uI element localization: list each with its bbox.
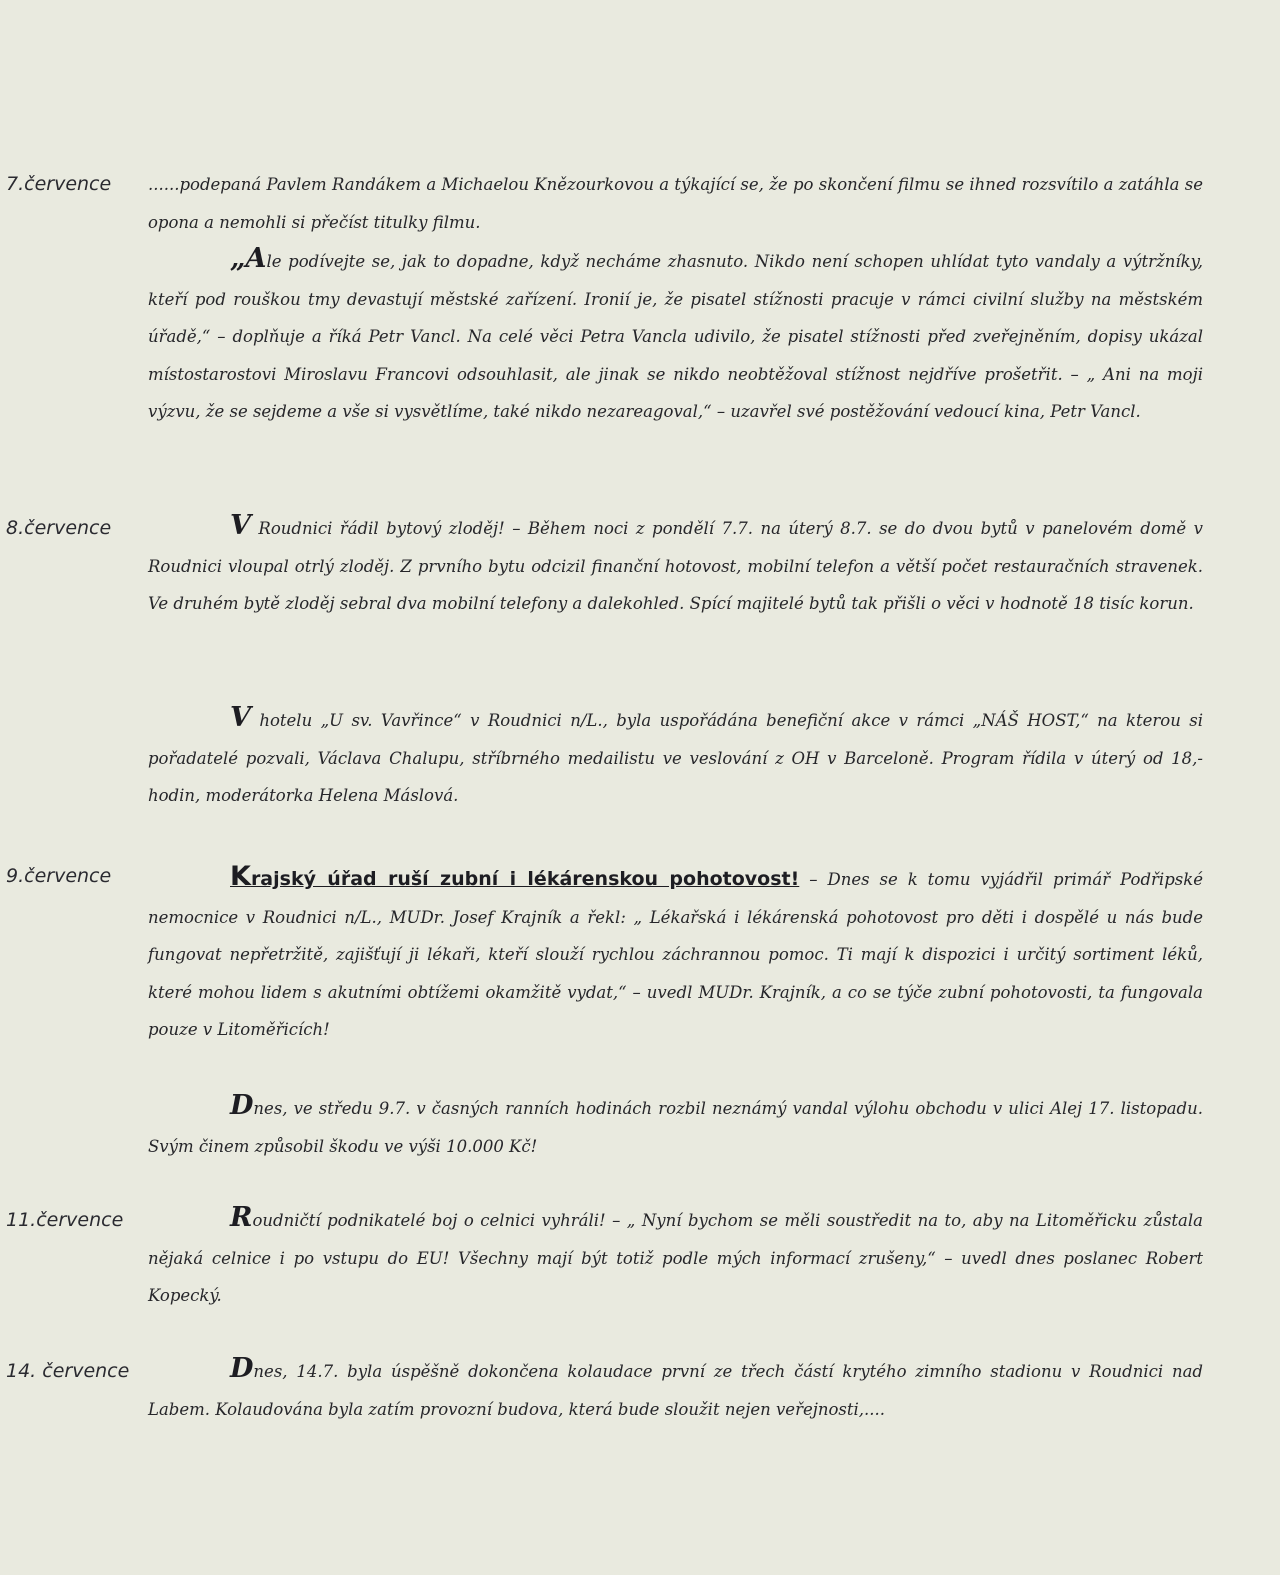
entry-paragraph bbox=[148, 243, 1203, 431]
paragraph-initial: D bbox=[230, 1090, 254, 1121]
paragraph-text: – Dnes se k tomu vyjádřil primář Podřipské nemocnice v Roudnici n/L., MUDr. Josef Krajník a řekl: „ Lékařská i lékárenská pohotovost pro děti i dospělé u nás bude fungovat nepřetržitě, zajišťují ji lékaři, kteří slouží rychlou záchrannou pomoc. Ti mají k dispozici i určitý sortiment léků, které mohou lidem s akutními obtížemi okamžitě vydat,“ – uvedl MUDr. Krajník, a co se týče zubní pohotovosti, ta fungovala pouze v Litoměřicích! bbox=[148, 870, 1203, 1039]
entry-paragraph bbox=[148, 1202, 1203, 1315]
paragraph-initial: „A bbox=[230, 243, 267, 274]
paragraph-text: le podívejte se, jak to dopadne, když necháme zhasnuto. Nikdo není schopen uhlídat tyto vandaly a výtržníky, kteří pod rouškou tmy devastují městské zařízení. Ironií je, že pisatel stížnosti pracuje v rámci civilní služby na městském úřadě,“ – doplňuje a říká Petr Vancl. Na celé věci Petra Vancla udivilo, že pisatel stížnosti před zveřejněním, dopisy ukázal místostarostovi Miroslavu Francovi odsouhlasit, ale jinak se nikdo neobtěžoval stížnost nejdříve prošetřit. – „ Ani na moji výzvu, že se sejdeme a vše si vysvětlíme, také nikdo nezareagoval,“ – uzavřel své postěžování vedoucí kina, Petr Vancl. bbox=[148, 252, 1203, 421]
entry-paragraph bbox=[148, 510, 1203, 623]
paragraph-text: oudničtí podnikatelé boj o celnici vyhráli! – „ Nyní bychom se měli soustředit na to, aby na Litoměřicku zůstala nějaká celnice i po vstupu do EU! Všechny mají být totiž podle mých informací zrušeny,“ – uvedl dnes poslanec Robert Kopecký. bbox=[148, 1211, 1203, 1305]
headline-text: rajský úřad ruší zubní i lékárenskou pohotovost! bbox=[250, 868, 800, 890]
entry-date: 14. července bbox=[6, 1360, 130, 1382]
entry-date: 7.července bbox=[6, 173, 112, 195]
paragraph-text: ......podepaná Pavlem Randákem a Michaelou Knězourkovou a týkající se, že po skončení filmu se ihned rozsvítilo a zatáhla se opona a nemohli si přečíst titulky filmu. bbox=[148, 175, 1203, 232]
paragraph-text: nes, ve středu 9.7. v časných ranních hodinách rozbil neznámý vandal výlohu obchodu v ulici Alej 17. listopadu. Svým činem způsobil škodu ve výši 10.000 Kč! bbox=[148, 1099, 1203, 1156]
paragraph-initial: R bbox=[230, 1202, 253, 1233]
entry-paragraph bbox=[148, 1353, 1203, 1428]
paragraph-text: nes, 14.7. byla úspěšně dokončena kolaudace první ze třech částí krytého zimního stadionu v Roudnici nad Labem. Kolaudována byla zatím provozní budova, která bude sloužit nejen veřejnosti,.... bbox=[148, 1362, 1203, 1419]
entry-date: 9.července bbox=[6, 865, 112, 887]
headline-initial: K bbox=[230, 861, 251, 892]
paragraph-initial: V bbox=[230, 510, 251, 541]
entry-paragraph bbox=[148, 858, 1203, 1049]
paragraph-initial: D bbox=[230, 1353, 254, 1384]
entry-paragraph bbox=[148, 1090, 1203, 1165]
entry-date: 11.července bbox=[6, 1209, 124, 1231]
entry-paragraph bbox=[148, 166, 1203, 241]
article-headline bbox=[230, 861, 800, 892]
paragraph-text: hotelu „U sv. Vavřince“ v Roudnici n/L., byla uspořádána benefiční akce v rámci „NÁŠ HOST,“ na kterou si pořadatelé pozvali, Václava Chalupu, stříbrného medailistu ve veslování z OH v Barceloně. Program řídila v úterý od 18,- hodin, moderátorka Helena Máslová. bbox=[148, 711, 1203, 805]
entry-date: 8.července bbox=[6, 517, 112, 539]
paragraph-text: Roudnici řádil bytový zloděj! – Během noci z pondělí 7.7. na úterý 8.7. se do dvou bytů v panelovém domě v Roudnici vloupal otrlý zloděj. Z prvního bytu odcizil finanční hotovost, mobilní telefon a větší počet restauračních stravenek. Ve druhém bytě zloděj sebral dva mobilní telefony a dalekohled. Spící majitelé bytů tak přišli o věci v hodnotě 18 tisíc korun. bbox=[148, 519, 1203, 613]
entry-paragraph bbox=[148, 702, 1203, 815]
paragraph-initial: V bbox=[230, 702, 251, 733]
